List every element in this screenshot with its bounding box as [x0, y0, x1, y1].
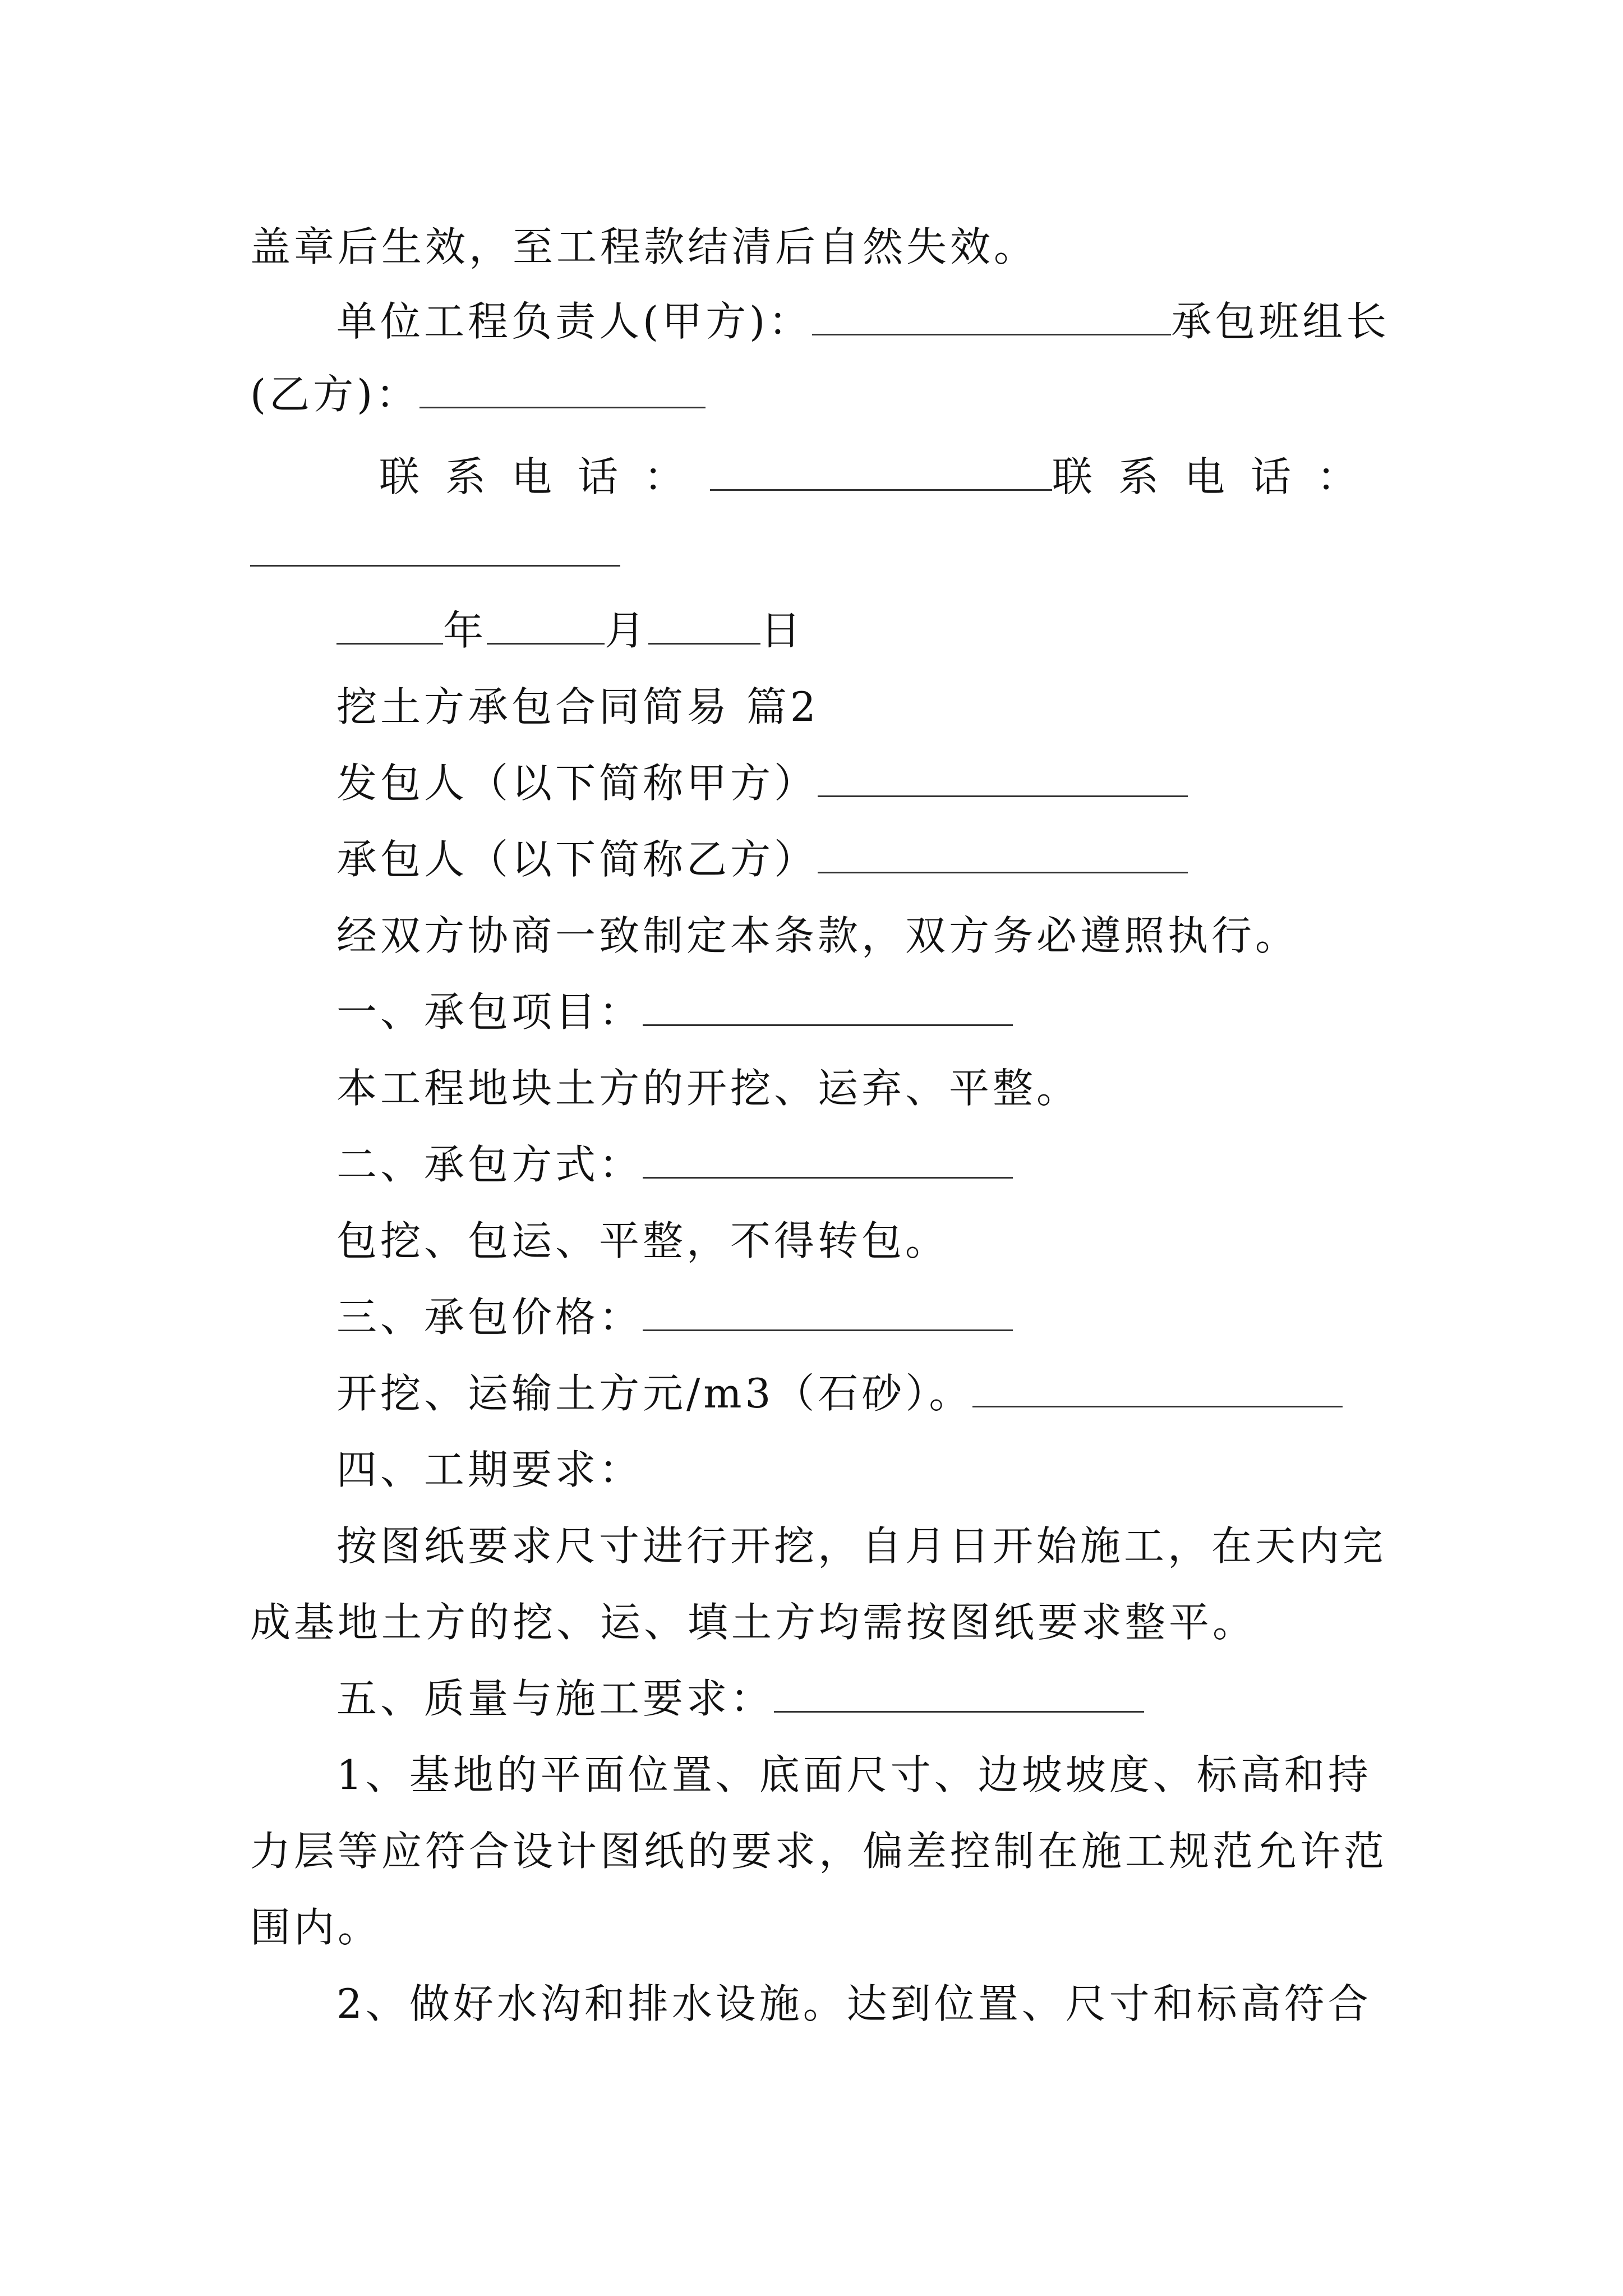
paragraph-line: [336, 1507, 1469, 1585]
text: 1、基地的平面位置、底面尺寸、边坡坡度、标高和持: [336, 1751, 1372, 1798]
text: 开挖、运输土方元/m3（石砂）。: [336, 1370, 973, 1417]
blank-underline: [818, 756, 1188, 797]
signature-line-party-b: [250, 355, 1383, 434]
text: 成基地土方的挖、运、填土方均需按图纸要求整平。: [250, 1599, 1257, 1646]
paragraph-line: [336, 1202, 1469, 1280]
field-line: [336, 973, 1469, 1051]
text: 承包人（以下简称乙方）: [336, 836, 818, 883]
paragraph-line: [250, 208, 1383, 286]
text: 围内。: [250, 1904, 382, 1951]
text: 三、承包价格：: [336, 1294, 643, 1341]
date-line: [336, 591, 1469, 670]
text: 盖章后生效，至工程款结清后自然失效。: [250, 223, 1038, 270]
paragraph-line: [336, 1430, 1469, 1509]
paragraph-line: [336, 1049, 1469, 1128]
text: 2、做好水沟和排水设施。达到位置、尺寸和标高符合: [336, 1980, 1372, 2027]
blank-underline: [336, 604, 443, 645]
year-label: 年: [443, 607, 487, 654]
month-label: 月: [605, 607, 649, 654]
field-line: [336, 820, 1469, 899]
blank-underline: [487, 604, 605, 645]
blank-underline: [774, 1672, 1144, 1713]
blank-underline: [250, 526, 620, 567]
text: 本工程地块土方的开挖、运弃、平整。: [336, 1065, 1081, 1112]
text: (乙方)：: [250, 371, 420, 418]
text: 一、承包项目：: [336, 988, 643, 1036]
field-line: [336, 1278, 1469, 1356]
blank-underline: [643, 1290, 1013, 1331]
text: 五、质量与施工要求：: [336, 1675, 774, 1722]
blank-underline: [648, 604, 760, 645]
phone-line: [379, 438, 1383, 516]
phone-label-a: 联系电话：: [379, 453, 711, 500]
blank-underline: [643, 1138, 1013, 1179]
text: 包挖、包运、平整，不得转包。: [336, 1217, 949, 1264]
text: 承包班组长: [1171, 298, 1390, 345]
text: 四、工期要求：: [336, 1446, 643, 1493]
paragraph-line: [250, 1583, 1383, 1662]
text: 力层等应符合设计图纸的要求，偏差控制在施工规范允许范: [250, 1828, 1388, 1875]
paragraph-line: [250, 1812, 1388, 1890]
paragraph-line: [336, 1736, 1469, 1814]
blank-underline: [643, 985, 1013, 1026]
paragraph-line: [336, 896, 1469, 975]
text: 二、承包方式：: [336, 1141, 643, 1188]
text: 发包人（以下简称甲方）: [336, 760, 818, 807]
phone-label-b: 联系电话：: [1052, 453, 1383, 500]
field-line: [336, 1659, 1469, 1738]
field-line: [336, 1125, 1469, 1204]
paragraph-line: [336, 1964, 1469, 2043]
blank-underline: [818, 832, 1188, 873]
day-label: 日: [760, 607, 805, 654]
field-line: [336, 744, 1469, 822]
text: 挖土方承包合同简易 篇2: [336, 683, 819, 730]
section-title: [336, 668, 1469, 746]
text: 经双方协商一致制定本条款，双方务必遵照执行。: [336, 912, 1299, 959]
blank-line: [250, 513, 1383, 592]
text: 按图纸要求尺寸进行开挖，自月日开始施工，在天内完: [336, 1522, 1387, 1570]
text: 单位工程负责人(甲方)：: [336, 298, 813, 345]
signature-line-party-a: [336, 282, 1390, 361]
blank-underline: [710, 450, 1052, 491]
blank-underline: [972, 1366, 1343, 1407]
paragraph-line: [250, 1888, 1383, 1967]
field-line: [336, 1354, 1469, 1433]
blank-underline: [419, 367, 706, 408]
blank-underline: [812, 295, 1171, 335]
